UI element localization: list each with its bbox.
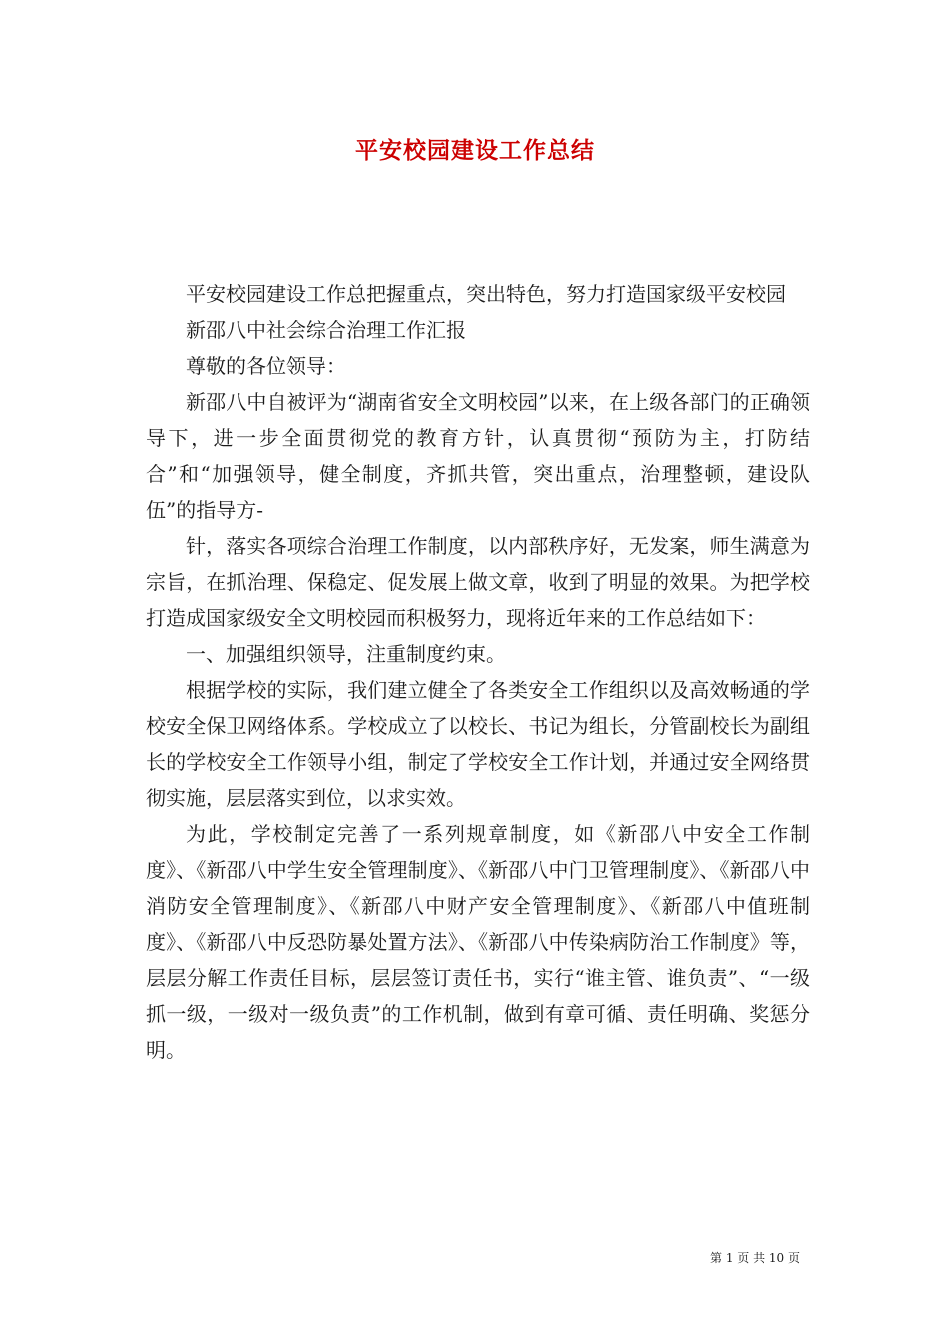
page-number-footer: 第 1 页 共 10 页 <box>710 1251 800 1265</box>
paragraph-6: 根据学校的实际，我们建立健全了各类安全工作组织以及高效畅通的学校安全保卫网络体系。学校成立了以校长、书记为组长，分管副校长为副组长的学校安全工作领导小组，制定了学校安全工作计划，并通过安全网络贯彻实施，层层落实到位，以求实效。 <box>146 678 810 810</box>
section-heading-1: 一、加强组织领导，注重制度约束。 <box>186 642 506 666</box>
paragraph-2: 新邵八中社会综合治理工作汇报 <box>186 318 466 342</box>
paragraph-7: 为此，学校制定完善了一系列规章制度，如《新邵八中安全工作制度》、《新邵八中学生安全管理制度》、《新邵八中门卫管理制度》、《新邵八中消防安全管理制度》、《新邵八中财产安全管理制度》、《新邵八中值班制度》、《新邵八中反恐防暴处置方法》、《新邵八中传染病防治工作制度》等，层层分解工作责任目标，层层签订责任书，实行“谁主管、谁负责”、“一级抓一级，一级对一级负责”的工作机制，做到有章可循、责任明确、奖惩分明。 <box>146 822 810 1062</box>
paragraph-4: 新邵八中自被评为“湖南省安全文明校园”以来，在上级各部门的正确领导下，进一步全面贯彻党的教育方针，认真贯彻“预防为主，打防结合”和“加强领导，健全制度，齐抓共管，突出重点，治理整顿，建设队伍”的指导方- <box>146 390 810 522</box>
document-title: 平安校园建设工作总结 <box>355 137 595 164</box>
paragraph-5: 针，落实各项综合治理工作制度，以内部秩序好，无发案，师生满意为宗旨，在抓治理、保稳定、促发展上做文章，收到了明显的效果。为把学校打造成国家级安全文明校园而积极努力，现将近年来的工作总结如下： <box>146 534 810 630</box>
paragraph-1: 平安校园建设工作总把握重点，突出特色，努力打造国家级平安校园 <box>186 282 786 306</box>
paragraph-3: 尊敬的各位领导： <box>186 354 346 378</box>
document-body <box>146 276 810 1068</box>
